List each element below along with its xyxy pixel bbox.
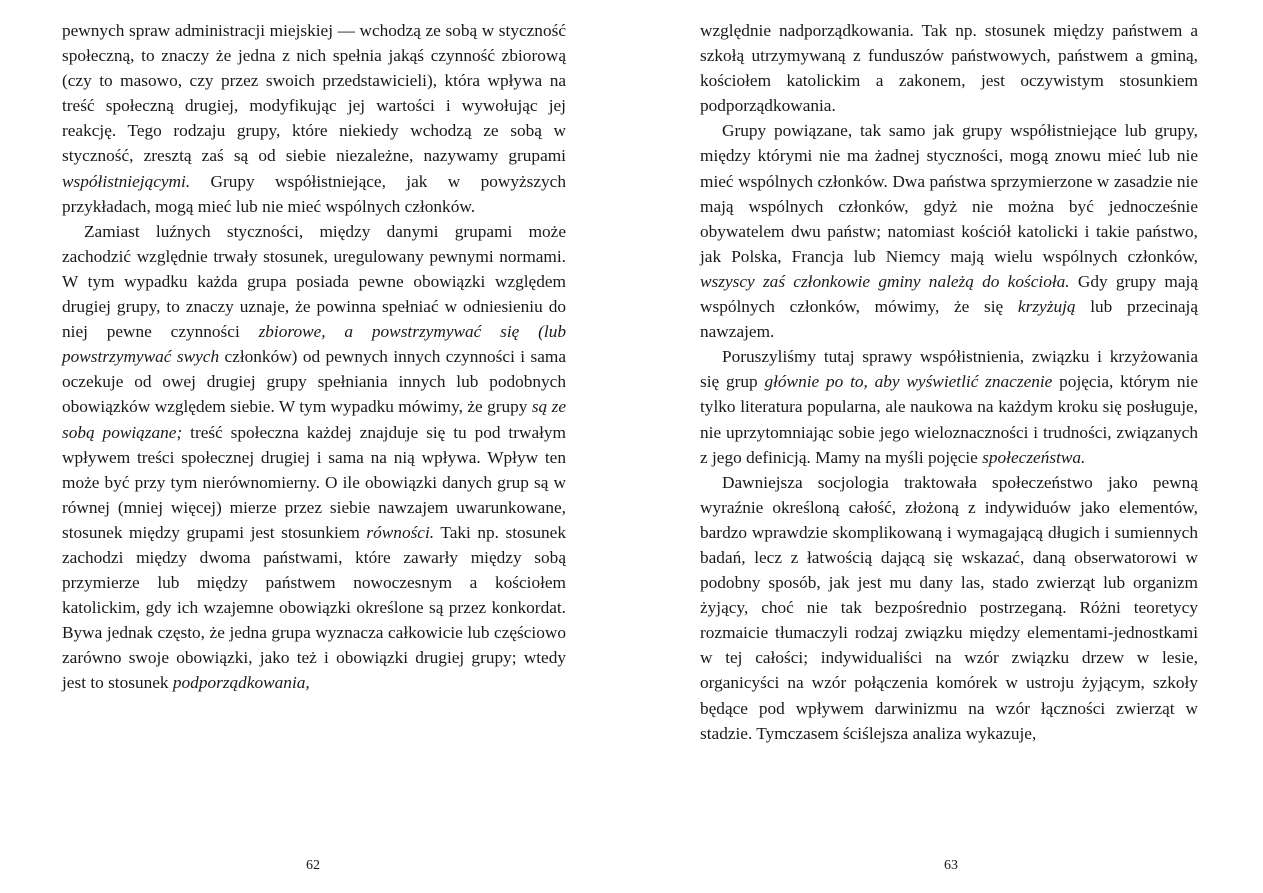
text-run: Grupy powiązane, tak samo jak grupy współistniejące lub grupy, między którymi nie ma żadnej styczności, mogą znowu mieć lub nie mieć wspólnych członków. Dwa państwa sprzymierzone w zasadzie nie mają wspólnych członków, gdyż nie można być jednocześnie obywatelem dwu państw; natomiast kościół katolicki i takie państwo, jak Polska, Francja lub Niemcy mają wielu wspólnych członków, xyxy=(700,121,1198,266)
text-run: pewnych spraw administracji miejskiej — wchodzą ze sobą w styczność społeczną, to znaczy że jedna z nich spełnia jakąś czynność zbiorową (czy to masowo, czy przez swoich przedstawicieli), która wpływa na treść społeczną drugiej, modyfikując jej wartości i wywołując jej reakcję. Tego rodzaju grupy, które niekiedy wchodzą ze sobą w styczność, zresztą zaś są od siebie niezależne, nazywamy grupami xyxy=(62,21,566,166)
paragraph xyxy=(700,470,1198,746)
text-run: treść społeczna każdej znajduje się tu pod trwałym wpływem treści społecznej drugiej i sama na nią wpływa. Wpływ ten może być przy tym nierównomierny. O ile obowiązki danych grup są w równej (mniej więcej) mierze przez siebie nawzajem uwarunkowane, stosunek między grupami jest stosunkiem xyxy=(62,422,566,542)
text-run: Poruszyliśmy tutaj sprawy współistnienia, związku i krzyżowania się grup xyxy=(700,347,1198,392)
italic-text: równości. xyxy=(366,522,435,542)
text-run: lub przecinają nawzajem. xyxy=(700,297,1198,342)
italic-text: współistniejącymi. xyxy=(62,171,191,191)
text-run: Gdy grupy mają wspólnych członków, mówimy, że się xyxy=(700,271,1199,317)
paragraph xyxy=(62,219,566,696)
text-run: Zamiast luźnych styczności, między danymi grupami może zachodzić względnie trwały stosunek, uregulowany pewnymi normami. W tym wypadku każda grupa posiada pewne obowiązki względem drugiej grupy, to znaczy uznaje, że powinna spełniać w odniesieniu do niej pewne czynności xyxy=(62,221,566,342)
text-run: Grupy współistniejące, jak w powyższych przykładach, mogą mieć lub nie mieć wspólnych członków. xyxy=(62,171,566,216)
right-page xyxy=(632,0,1263,893)
paragraph xyxy=(62,18,566,219)
right-page-text xyxy=(700,18,1198,746)
text-run: pojęcia, którym nie tylko literatura popularna, ale naukowa na każdym kroku się posługuje, nie uprzytomniając sobie jego wieloznaczności i trudności, związanych z jego definicją. Mamy na myśli pojęcie xyxy=(700,372,1198,467)
text-run: Dawniejsza socjologia traktowała społeczeństwo jako pewną wyraźnie określoną całość, złożoną z indywiduów jako elementów, bardzo wprawdzie skomplikowaną i wymagającą długich i sumiennych badań, lecz z łatwością dającą się wskazać, daną obserwatorowi w podobny sposób, jak jest mu dany las, stado zwierząt lub organizm żyjący, choć nie tak bezpośrednio postrzeganą. Różni teoretycy rozmaicie tłumaczyli rodzaj związku między elementami-jednostkami w tej całości; indywidualiści na wzór związku drzew w lesie, organicyści na wzór połączenia komórek w ustroju żyjącym, szkoły będące pod wpływem darwinizmu na wzór łączności zwierząt w stadzie. Tymczasem ściślejsza analiza wykazuje, xyxy=(700,472,1198,743)
italic-text: krzyżują xyxy=(1017,297,1076,317)
paragraph xyxy=(700,344,1198,469)
paragraph xyxy=(700,18,1198,118)
italic-text: głównie po to, aby wyświetlić znaczenie xyxy=(764,372,1053,392)
text-run: Taki np. stosunek zachodzi między dwoma państwami, które zawarły między sobą przymierze lub między państwem nowoczesnym a kościołem katolickim, gdy ich wzajemne obowiązki określone są przez konkordat. Bywa jednak często, że jedna grupa wyznacza całkowicie lub częściowo zarówno swoje obowiązki, jako też i obowiązki drugiej grupy; wtedy jest to stosunek xyxy=(62,522,566,693)
text-run: względnie nadporządkowania. Tak np. stosunek między państwem a szkołą utrzymywaną z funduszów państwowych, państwem a gminą, kościołem katolickim a zakonem, jest oczywistym stosunkiem podporządkowania. xyxy=(700,21,1198,116)
text-run: członków) od pewnych innych czynności i sama oczekuje od owej drugiej grupy spełniania innych lub podobnych obowiązków względem siebie. W tym wypadku mówimy, że grupy xyxy=(62,347,566,417)
left-page-number: 62 xyxy=(306,858,320,873)
italic-text: wszyscy zaś członkowie gminy należą do kościoła. xyxy=(700,271,1070,291)
paragraph xyxy=(700,118,1198,344)
italic-text: podporządkowania, xyxy=(172,673,310,693)
italic-text: społeczeństwa. xyxy=(982,447,1086,467)
italic-text: są ze sobą powiązane; xyxy=(62,397,566,442)
left-page-text xyxy=(62,18,566,696)
italic-text: zbiorowe, a powstrzymywać się (lub powstrzymywać swych xyxy=(62,322,566,367)
right-page-number: 63 xyxy=(944,858,958,873)
